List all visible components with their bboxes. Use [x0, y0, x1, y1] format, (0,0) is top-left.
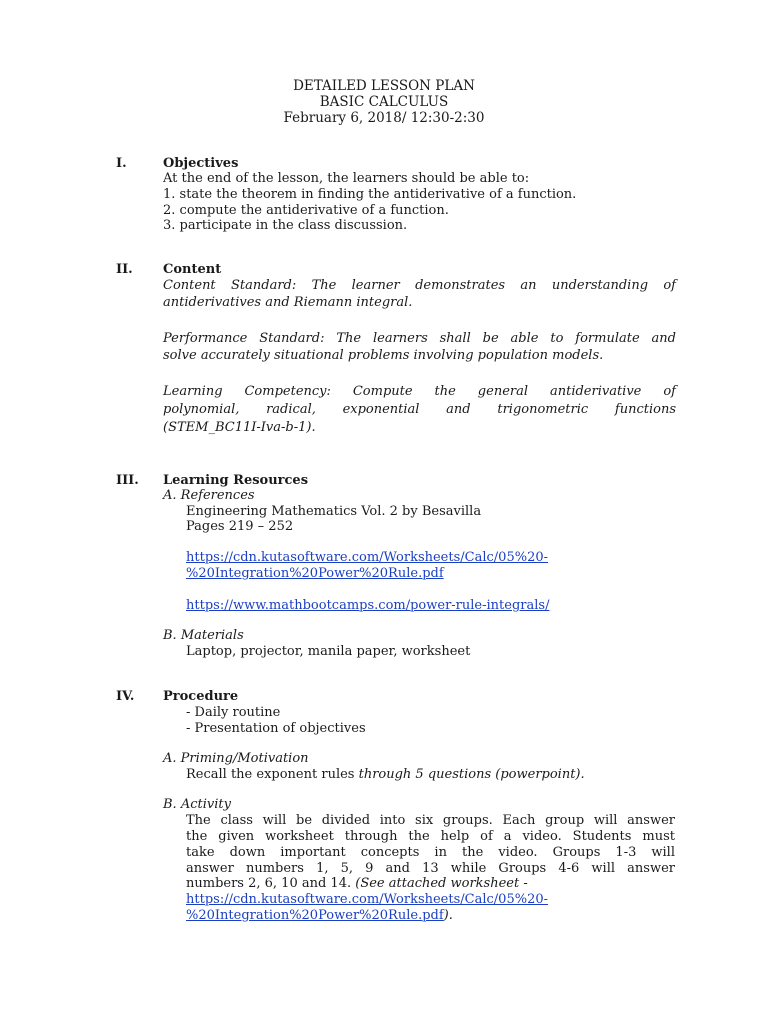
section-numeral-content: II. [116, 262, 133, 277]
performance-standard-line: solve accurately situational problems involving population models. [163, 348, 604, 363]
activity-link-kutasoftware[interactable]: https://cdn.kutasoftware.com/Worksheets/Calc/05%20- [186, 892, 549, 907]
activity-line: The class will be divided into six groups. Each group will answer [186, 813, 675, 828]
activity-label: B. Activity [163, 797, 231, 812]
objectives-intro: At the end of the lesson, the learners should be able to: [163, 171, 530, 186]
section-numeral-resources: III. [116, 473, 139, 488]
activity-line-last [186, 876, 528, 892]
objective-item: 2. compute the antiderivative of a function. [163, 203, 449, 218]
materials-list: Laptop, projector, manila paper, worksheet [186, 644, 471, 659]
section-heading-objectives: Objectives [163, 156, 239, 171]
priming-text [186, 767, 585, 783]
reference-book: Engineering Mathematics Vol. 2 by Besavilla [186, 504, 482, 519]
learning-competency-line: polynomial, radical, exponential and trigonometric functions [163, 402, 676, 417]
activity-close: ). [443, 908, 453, 923]
activity-link-kutasoftware[interactable]: %20Integration%20Power%20Rule.pdf [186, 908, 444, 923]
learning-competency-line: (STEM_BC11I-Iva-b-1). [163, 420, 316, 435]
section-numeral-procedure: IV. [116, 689, 135, 704]
references-label: A. References [163, 488, 255, 503]
document-date: February 6, 2018/ 12:30-2:30 [283, 110, 485, 126]
activity-line: answer numbers 1, 5, 9 and 13 while Groups 4-6 will answer [186, 861, 675, 876]
document-subject: BASIC CALCULUS [319, 94, 449, 110]
content-standard-line: Content Standard: The learner demonstrates an understanding of [163, 278, 676, 293]
reference-link-kutasoftware[interactable]: %20Integration%20Power%20Rule.pdf [186, 566, 444, 581]
section-heading-resources: Learning Resources [163, 473, 309, 488]
procedure-step: - Presentation of objectives [186, 721, 366, 736]
reference-link-kutasoftware[interactable]: https://cdn.kutasoftware.com/Worksheets/Calc/05%20- [186, 550, 549, 565]
objective-item: 1. state the theorem in finding the antiderivative of a function. [163, 187, 577, 202]
priming-label: A. Priming/Motivation [163, 751, 309, 766]
section-heading-procedure: Procedure [163, 689, 239, 704]
reference-link-mathbootcamps[interactable]: https://www.mathbootcamps.com/power-rule-integrals/ [186, 598, 550, 613]
priming-text-b: through 5 questions (powerpoint). [358, 767, 585, 782]
section-heading-content: Content [163, 262, 222, 277]
activity-link-line2 [186, 908, 453, 924]
document-title: DETAILED LESSON PLAN [293, 78, 475, 94]
reference-pages: Pages 219 – 252 [186, 519, 294, 534]
objective-item: 3. participate in the class discussion. [163, 218, 408, 233]
content-standard-line: antiderivatives and Riemann integral. [163, 295, 413, 310]
activity-last-b: (See attached worksheet - [355, 876, 528, 891]
activity-line: take down important concepts in the video. Groups 1-3 will [186, 845, 675, 860]
materials-label: B. Materials [163, 628, 244, 643]
procedure-step: - Daily routine [186, 705, 281, 720]
learning-competency-line: Learning Competency: Compute the general antiderivative of [163, 384, 676, 399]
performance-standard-line: Performance Standard: The learners shall be able to formulate and [163, 331, 676, 346]
section-numeral-objectives: I. [116, 156, 127, 171]
activity-line: the given worksheet through the help of a video. Students must [186, 829, 675, 844]
priming-text-a: Recall the exponent rules [186, 767, 359, 782]
activity-last-a: numbers 2, 6, 10 and 14. [186, 876, 356, 891]
